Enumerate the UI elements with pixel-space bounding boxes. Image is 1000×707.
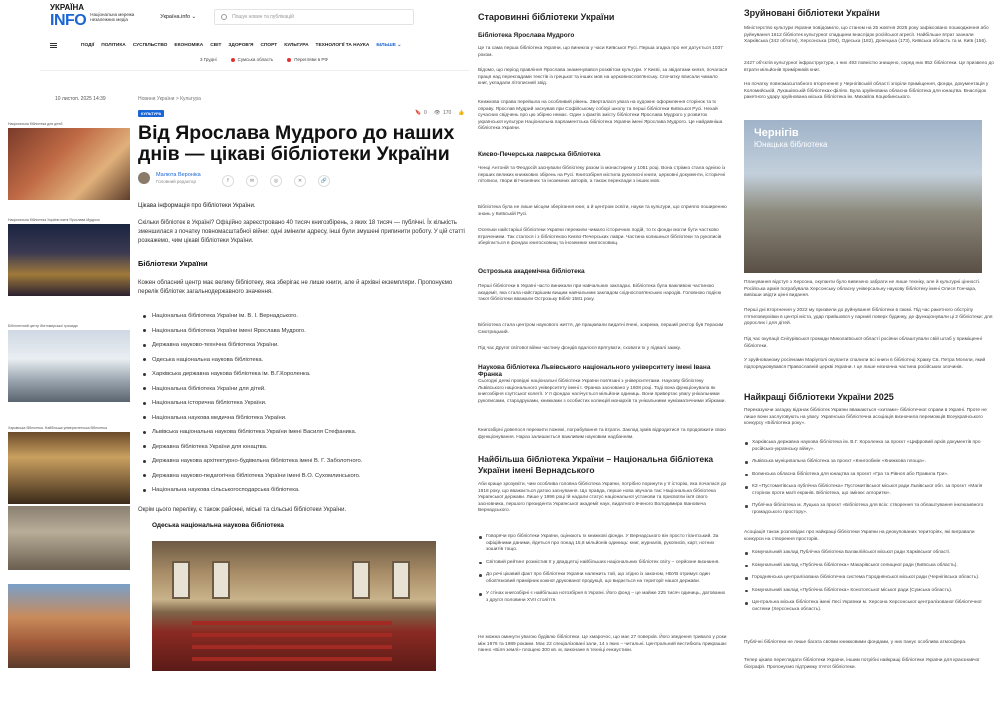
thumb-photo[interactable] — [8, 584, 130, 668]
list-item: Одеська національна наукова бібліотека. — [143, 353, 362, 368]
red-dot-icon — [287, 58, 291, 62]
subnav-item[interactable]: 3 Грудні — [200, 57, 217, 62]
red-dot-icon — [231, 58, 235, 62]
paragraph: Бібліотека була не лише місцем зберігання книг, а й центром освіти, науки та культури, що сприяло поширенню знань у Київській Русі. — [478, 205, 727, 217]
paragraph: Осельки найстаріші бібліотеки України пережили чимало історичних подій, то їх фонди могли бути частково втраченими. Так сталося і з бібліотекою Києво-Печерських лаври. Частина колишньої бібліотеки та рукописів зберігається в фондах книгосховищ та іноземних книгосховищ. — [478, 228, 722, 246]
list-item: Говорячи про бібліотеки України, оцінюють їх книжкові фонди. У Вернадського він просто гігантський. За офіційними даними, йдеться про понад 15,8 мільйонів одиниць: книг, журналів, рукописів, карт, нотних зошитів тощо. — [478, 534, 728, 554]
viber-icon[interactable]: ◎ — [270, 175, 282, 187]
site-header — [50, 2, 470, 32]
right-page-column — [732, 0, 1000, 707]
list-item: Національна наукова сільськогосподарська бібліотека. — [143, 483, 362, 498]
list-item: Львівська муніципальна бібліотека за проєкт «Книгообмін «Книжкова площа». — [744, 459, 994, 466]
paragraph: Аби краще зрозуміти, чим особлива головна бібліотека України, потрібно поринути у її історію, яка почалася до 1918 року, що вважається датою заснування. Що правда, перше нова звучала так: Національна бібліотека Української держави. Лише у 1996 році їй надали статус національної установи та присвоїли ім'я свого засновника, першого президента Української академії наук, видатного вченого Володимира Івановича Вернадського. — [478, 482, 727, 513]
paragraph: Під час Другої світової війни частину фондів вдалося врятувати, сховати їх у підвалі замку. — [478, 346, 681, 351]
paragraph: Книгозбірні довелося пережити пожежі, пограбування та втрати. Заклад зумів відродитися та продовжити свою функціонування. Нараз залишається важливим науковим надбанням. — [478, 428, 726, 440]
paragraph: Це та сама перша бібліотека України, що виникла у часи Київської Русі. Перша згадка про неї датується 1037 роком. — [478, 46, 723, 58]
paragraph: Ченці Антоній та Феодосій заснували бібліотеку разом із монастирем у 1051 році. Вона стрімко стала однією із перших великих книжкових збірень на Русі. Книгозбірня містила рукописні книги, церковні документи, історичні літописи, твори вітчизняних та іноземних авторів, а також переклади з інших мов. — [478, 166, 726, 184]
section-title: Найкращі бібліотеки України 2025 — [744, 392, 894, 402]
nav-item[interactable]: КУЛЬТУРА — [284, 42, 309, 48]
list-item: Державна науково-технічна бібліотека України. — [143, 338, 362, 353]
sub-nav — [200, 57, 342, 62]
list-item: Городнянська централізована бібліотечна система Городнянської міської ради (Чернігівська область). — [744, 575, 994, 582]
list-item: До речі цікавий факт про бібліотеки України належить той, що згідно із законом, НБУВ отримує один обов'язковий примірник кожної друкованої продукції, що видається на території нашої держави. — [478, 572, 728, 585]
photo-title: Чернігів — [754, 127, 799, 139]
bookmark-icon[interactable]: 🔖 — [415, 110, 422, 116]
paragraph: Планування відступ з Херсона, окупанти було вивезено забрати не лише техніку, але й культурні цінності. Російська армія пограбувала Херсонську обласну універсальну наукову бібліотеку імені Олеся Гончара, вивізши звідти цінні видання. — [744, 280, 981, 298]
category-tag[interactable]: КУЛЬТУРА — [138, 110, 164, 117]
thumb-photo[interactable] — [8, 330, 130, 402]
section-title: Зруйновані бібліотеки України — [744, 8, 880, 18]
views-icon: 👁 — [434, 110, 441, 116]
list-item: Національна наукова медична бібліотека України. — [143, 411, 362, 426]
logo-main-text: INFO — [50, 12, 87, 29]
nav-item[interactable]: ПОДІЇ — [81, 42, 95, 48]
author-role: Головний редактор — [156, 179, 196, 184]
nav-item[interactable]: СУСПІЛЬСТВО — [132, 42, 168, 48]
odesa-library-photo — [152, 541, 436, 671]
winners-list — [744, 440, 994, 522]
comments-count: 0 — [424, 110, 427, 116]
search-input[interactable] — [214, 9, 414, 25]
nav-item[interactable]: ЗДОРОВ'Я — [228, 42, 254, 48]
logo-tagline: Національна мережа незалежних медіа — [90, 12, 135, 22]
subnav-item[interactable]: Сумська область — [231, 57, 274, 62]
section-title: Старовинні бібліотеки України — [478, 12, 615, 22]
section-title: Найбільша бібліотека України – Національна бібліотека України імені Вернадського — [478, 454, 714, 475]
search-icon — [221, 14, 227, 20]
list-item: Волинська обласна бібліотека для юнацтва за проєкт «Гра та Рівноп або Правила Гри». — [744, 472, 994, 479]
list-item: Національна історична бібліотека України. — [143, 396, 362, 411]
page-title: Від Ярослава Мудрого до наших днів — цікаві бібліотеки України — [138, 122, 455, 165]
breadcrumb[interactable]: Новини України > Культура — [138, 96, 201, 102]
odesa-heading: Одеська національна наукова бібліотека — [152, 522, 284, 529]
paragraph: Не можна оминути увагою будівлю бібліотеки. Це хмарочос, що має 27 поверхів. Його зведення тривало у роки між 1976 та 1989 роками. Має 22 спеціалізовані зали, 14 з яких – читальні. Центральний вестибюль прикрашає панно «Біля землі» площею 300 кв. м, виконане в техніці енкаустики. — [478, 635, 727, 653]
thumb-caption: Національна бібліотека України імені Ярослава Мудрого — [8, 218, 100, 222]
list-item: У стінах книгозбірні є найбільша нотозбірня в Україні. Його фонд – це майже 225 тисяч одиниць, датованих з другої половини XVII століття. — [478, 591, 728, 604]
paragraph: Публічні бібліотеки не лише багата своїми книжковими фондами, у них панує особлива атмосфера. — [744, 640, 967, 645]
header-divider — [40, 70, 470, 71]
paragraph: Переказуючи загадку відзнак бібліотек України вважаються «хитами» бібліотечної справи в Україні. Проте не лише вони заслуговують на увагу. Українська бібліотечна асоціація визначила переможців Всеукраїнського конкурсу «Бібліотека року». — [744, 408, 987, 426]
left-page-column — [0, 0, 470, 707]
x-icon[interactable]: ✕ — [294, 175, 306, 187]
paragraph: На початку повномасштабного вторгнення у Чернігівській області згоріли приміщення, фонди, документація у Коломийській, Лукашівській бібліотеках-філіях. Була зруйнована обласна бібліотека для юнацтва. Внаслідок ракетного удару зруйнована міська бібліотека ім. Михайла Коцюбинського. — [744, 82, 989, 100]
nav-item[interactable]: ЕКОНОМІКА — [174, 42, 204, 48]
paragraph: Міністерство культури України повідомило, що станом на 25 жовтня 2025 року зафіксовано пошкодження або руйнування 1612 бібліотек культурної спадщини внаслідок російської агресії. Найбільше втрат зазнали Харківська (342 об'єкти), Херсонська (294), Одеська (182), Донецька (173), Київська область та м. Київ (156). — [744, 26, 989, 44]
section-title: Бібліотеки України — [138, 259, 208, 268]
paragraph: Відомо, що період правління Ярослава знаменувався розквітом культури. У Києві, за звідатами князя, почалася праця над перекладами текстів із грецької та інших мов на церковнослов'янську. Спочатку вписали чимало книг, укладали літописний звід. — [478, 68, 728, 86]
chernihiv-library-photo — [744, 120, 982, 273]
list-item: Комунальний заклад Публічна бібліотека Балаклійської міської ради Харківської області. — [744, 550, 994, 557]
author-block[interactable] — [138, 172, 201, 184]
thumb-caption: Харківська бібліотека. Найбільша університетська бібліотека — [8, 426, 107, 430]
list-item: Комунальний заклад «Публічна бібліотека» Макарівської селищної ради (Київська область). — [744, 563, 994, 570]
paragraph: 2427 об'єктів культурної інфраструктури, з них 493 повністю знищено, серед них 852 бібліотеки. Це призвело до втрати мільйонів примірників книг. — [744, 61, 994, 73]
list-item: КЗ «Пустомитівська публічна бібліотека» Пустомитівської міської ради Львівської обл. за проєкт «Магія сторінок проти магії екранів. Бібліотека, що змінює алгоритм». — [744, 484, 994, 497]
list-item: Світовий рейтинг розмістив її у двадцятці найбільших національних бібліотек світу – серйозне визнання. — [478, 560, 728, 567]
paragraph: Бібліотека стала центром наукового життя, де працювали видатні вчені, зокрема, перший ректор був Герасим Смотрицький. — [478, 323, 724, 335]
deoccupied-list — [744, 550, 994, 619]
list-item: Харківська державна наукова бібліотека ім. В.Г.Короленка. — [143, 367, 362, 382]
facebook-icon[interactable]: f — [222, 175, 234, 187]
subsection-title: Києво-Печерська лаврська бібліотека — [478, 151, 601, 158]
share-buttons — [222, 175, 342, 187]
nav-item[interactable]: СПОРТ — [260, 42, 278, 48]
subsection-title: Острозька академічна бібліотека — [478, 268, 585, 275]
search-placeholder: Пошук новин та публікацій — [232, 14, 294, 20]
thumb-photo[interactable] — [8, 224, 130, 296]
nav-item[interactable]: ТЕХНОЛОГІЇ ТА НАУКА — [315, 42, 370, 48]
like-icon[interactable]: 👍 — [458, 110, 465, 116]
list-item: Національна бібліотека України ім. В. І. Вернадського. — [143, 309, 362, 324]
list-item: Публічна бібліотека м. Луцька за проєкт «Бібліотека для всіх: створення та облаштування інклюзивного громадського простору». — [744, 503, 994, 516]
views-count: 170 — [443, 110, 452, 116]
paragraph: У зруйнованому росіянами Маріуполі окупанти спалили всі книги в бібліотеці Храму Св. Петра Могили, який підпорядковувався Православній церкві України. І це лише незначна частина російських злочинів. — [744, 358, 986, 370]
list-item: Державна бібліотека України для юнацтва. — [143, 440, 362, 455]
list-item: Львівська національна наукова бібліотека України імені Василя Стефаника. — [143, 425, 362, 440]
article-date: 10 листоп. 2025 14:39 — [55, 96, 106, 102]
author-name[interactable]: Малюта Вероніка — [156, 172, 201, 178]
list-item: Харківська державна наукова бібліотека ім. В.Г. Короленка за проєкт «Цифровий архів документів про російсько-українську війну». — [744, 440, 994, 453]
main-nav — [50, 38, 470, 52]
list-item: Національна бібліотека України імені Ярослава Мудрого. — [143, 324, 362, 339]
facts-list — [478, 534, 728, 610]
list-item: Національна бібліотека України для дітей. — [143, 382, 362, 397]
subsection-title: Бібліотека Ярослава Мудрого — [478, 32, 575, 39]
article-outro: Окрім цього переліку, є також районні, міські та сільські бібліотеки України. — [138, 507, 347, 513]
site-logo[interactable] — [50, 4, 140, 30]
middle-page-column — [470, 0, 732, 707]
paragraph: Перші бібліотеки в Україні часто виникали при навчальних закладах. Бібліотека була важливою частиною академії, яка стала найстарішим вищим навчальним закладом східнослов'янських народів. Головною подією такої бібліотеки вважали Острозьку Біблії 1581 року. — [478, 284, 722, 302]
list-item: Комунальний заклад «Публічна бібліотека» Конотопської міської ради (Сумська область). — [744, 588, 994, 595]
menu-icon[interactable] — [50, 43, 57, 48]
nav-item[interactable]: ПОЛІТИКА — [101, 42, 126, 48]
paragraph: Перші дні вторгнення у 2022 му призвели до руйнування бібліотеки в Ізюмі. Під час ракетного обстрілу п'ятиповерхівки в центрі міста, удар прийшовся у парний поверх будинку, де функціонували ці 2 бібліотеки: для дорослих і для дітей. — [744, 308, 993, 326]
article-lead: Цікава інформація про бібліотеки України. — [138, 203, 256, 209]
subnav-item[interactable]: Перегляви в РФ — [287, 57, 328, 62]
paragraph: Книжкова справа перейшла на особливий рівень. Зверталася увага на художнє оформлення сторінок та їх оправу. Ярослав Мудрий заснував при Софійському соборі школу та перші бібліотеки Київської Русі. Нехай сучасних свідчень про цю збірню немає. Один з фактів змісту бібліотеки Ярослава Мудрого у розвиток української культури Національна парламентська бібліотека України імені Ярослава Мудрого. Це найдавніша бібліотека України. — [478, 100, 723, 131]
thumb-caption: Національна бібліотека для дітей — [8, 122, 63, 126]
thumb-photo[interactable] — [8, 128, 130, 200]
subsection-title: Наукова бібліотека Львівського національного університету імені Івана Франка — [478, 364, 711, 378]
list-item: Центральна міська бібліотека імені Лесі Українки м. Херсона Херсонської централізованої бібліотечної системи (Херсонська область). — [744, 600, 994, 613]
thumb-photo[interactable] — [8, 432, 130, 504]
copy-link-icon[interactable]: 🔗 — [318, 175, 330, 187]
article-intro: Скільки бібліотек в Україні? Офіційно зареєстровано 40 тисяч книгозбірень, з яких 18 тисяч — публічні. Їх кількість зменшилася з початку повномасштабної війни: одні змінили адресу, інші були змушені припинити роботу. У цій статті розкажемо, чим цікаві бібліотеки України. — [138, 220, 465, 244]
photo-subtitle: Юнацька бібліотека — [754, 140, 828, 149]
libraries-list — [143, 309, 362, 498]
paragraph: Сьогодні деякі провідні національні бібліотеки України пов'язані з університетами. Наукову бібліотеку Львівського національного університету імені І. Франка засновано у 1608 році. Тоді вона функціонувала як книгозбірня єзуїтської колегії. У її фондах налічується мільйони одиниць. Вони привертає увагу унікальними рукописами, стародруками, книжками з особистих колекцій монархів та унікальними нумізматичними збірками. — [478, 379, 726, 404]
telegram-icon[interactable]: ✉ — [246, 175, 258, 187]
site-selector[interactable]: Україна.info ⌄ — [160, 14, 197, 20]
avatar — [138, 172, 150, 184]
section-text: Кожен обласний центр має велику бібліотеку, яка зберігає не лише книги, але й архівні екземпляри. Пропонуємо перелік бібліотек загальнодержавного значення. — [138, 280, 453, 295]
list-item: Державна наукова архітектурно-будівельна бібліотека імені В. Г. Заболотного. — [143, 454, 362, 469]
nav-item[interactable]: СВІТ — [210, 42, 222, 48]
paragraph: Тепер цікаво переглядати бібліотеки України, іншим потрібні найкращі бібліотеки України для краєзнавчої біографії. Пропонуємо підтримку п'ятої бібліотеки. — [744, 658, 980, 670]
thumb-photo[interactable] — [8, 506, 130, 570]
thumb-caption: Бібліотечний центр Житомирської громади — [8, 324, 78, 328]
list-item: Державна науково-педагогічна бібліотека України імені В.О. Сухомлинського. — [143, 469, 362, 484]
logo-small-text: УКРАЇНА — [50, 3, 85, 12]
paragraph: Під час окупації Снігурівської громади Миколаївської області росіяни облаштували свій штаб у приміщенні бібліотеки. — [744, 337, 982, 349]
nav-more-button[interactable]: БІЛЬШЕ ⌄ — [376, 42, 402, 48]
paragraph: Асоціація також розповідає про найкращі бібліотеки України на деокупованих територіях, які вигравали конкурси на створення просторів. — [744, 530, 975, 542]
